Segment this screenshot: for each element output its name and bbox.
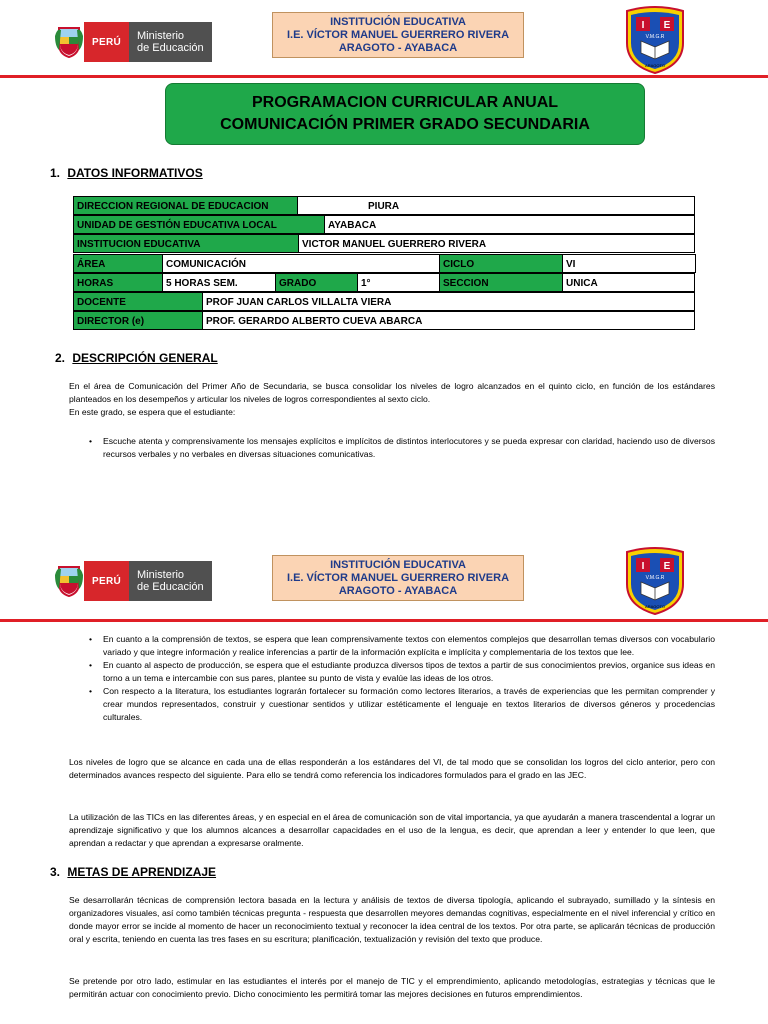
table-row — [73, 292, 694, 311]
crest-letter-e: E — [663, 20, 671, 31]
ministry-line1: Ministerio — [136, 569, 185, 581]
crest-initials: V.M.G.R — [645, 34, 665, 40]
ugel-label: UNIDAD DE GESTIÓN EDUCATIVA LOCAL — [73, 215, 325, 234]
section1-title: DATOS INFORMATIVOS — [67, 166, 203, 180]
ministry-line2: de Educación — [136, 42, 204, 54]
ugel-value: AYABACA — [324, 215, 695, 234]
institution-box — [272, 12, 524, 58]
horas-value: 5 HORAS SEM. — [162, 273, 276, 292]
institution-line3: ARAGOTO - AYABACA — [338, 41, 458, 54]
list-item: • En cuanto a la comprensión de textos, se espera que lean comprensivamente textos con elementos complejos que desarrollan temas diversos con vocabulario variado y que integre información y realice inferencias a partir de la información explícita e implícita y complementaria de los textos que lee. — [89, 634, 715, 657]
grado-label: GRADO — [275, 273, 358, 292]
bullet-text: Escuche atenta y comprensivamente los mensajes explícitos e implícitos de distintos interlocutores y se pueda expresar con claridad, haciendo uso de diversos recursos verbales y no verbales en diversas situaciones comunicativas. — [103, 436, 715, 459]
header-divider-page2 — [0, 619, 768, 622]
table-row — [73, 234, 694, 253]
dre-label: DIRECCION REGIONAL DE EDUCACION — [73, 196, 298, 215]
table-row — [73, 254, 695, 273]
docente-label: DOCENTE — [73, 292, 203, 311]
section2-number: 2. — [55, 351, 66, 365]
document-title — [165, 83, 645, 145]
section3-title: METAS DE APRENDIZAJE — [67, 865, 217, 879]
intro-paragraph: En el área de Comunicación del Primer Año de Secundaria, se busca consolidar los niveles de logro alcanzados en el quinto ciclo, en función de los estándares planteados en los desempeños y articular los niveles de logros correspondientes al sexto ciclo. — [69, 381, 715, 404]
peru-label: PERÚ — [84, 22, 129, 62]
tics-paragraph: La utilización de las TICs en las diferentes áreas, y en especial en el área de comunicación son de vital importancia, ya que ayudarán a manera trascendental a lograr un aprendizaje significativo y que los alumnos alcances a desarrollar capacidades en el uso de la lengua, es decir, que aprendan a leer y entender lo que leen, que aprendan a redactar y que aprendan a expresarse oralmente. — [69, 812, 715, 848]
section2-title: DESCRIPCIÓN GENERAL — [72, 351, 218, 365]
metas-paragraph-2: Se pretende por otro lado, estimular en las estudiantes el interés por el manejo de TIC y el emprendimiento, aplicando metodologías, estrategias y técnicas que le permitirán actuar con conocimiento previo. Dicho conocimiento les permitirá tomar las mejores decisiones en futuros emprendimientos. — [69, 976, 715, 999]
section3-number: 3. — [50, 865, 61, 879]
minedu-logo-page2 — [54, 561, 212, 601]
title-line2: COMUNICACIÓN PRIMER GRADO SECUNDARIA — [220, 116, 590, 133]
metas-paragraph-1: Se desarrollarán técnicas de comprensión lectora basada en la lectura y análisis de textos de diversa tipología, aplicando el subrayado, sumillado y la síntesis en organizadores visuales, así como también técnicas pregunta - respuesta que desarrollen meyores demandas cognitivas, especialmente en el nivel inferencial y crítico en donde mayor error se incide al momento de hacer un reconocimiento textual y reconocer la idea central de los textos. Por otra parte, se aplicarán técnicas de producción oral y escrita, teniendo en cuenta las tres fases en su escritura; planificación, textualización y revisión del texto que produce. — [69, 895, 715, 944]
section2-heading — [55, 351, 218, 365]
institution-line3: ARAGOTO - AYABACA — [338, 584, 458, 597]
header-divider — [0, 75, 768, 78]
school-crest-icon — [623, 5, 687, 75]
crest-letter-i: I — [641, 20, 645, 31]
table-row — [73, 311, 694, 330]
crest-initials: V.M.G.R — [645, 575, 665, 581]
crest-place: ARAGOTO — [645, 63, 665, 68]
niveles-paragraph: Los niveles de logro que se alcance en cada una de ellas responderán a los estándares del VI, de tal modo que se consolidan los logros del ciclo anterior, pero con determinados avances respecto del siguiente. Para ello se tendrá como referencia los indicadores formulados para el grado en las JEC. — [69, 757, 715, 780]
institution-line1: INSTITUCIÓN EDUCATIVA — [330, 558, 466, 571]
seccion-label: SECCION — [439, 273, 563, 292]
institution-line2: I.E. VÍCTOR MANUEL GUERRERO RIVERA — [286, 571, 510, 584]
bullet-list-2 — [89, 633, 715, 724]
docente-value: PROF JUAN CARLOS VILLALTA VIERA — [202, 292, 695, 311]
bullet-list-1 — [89, 435, 715, 461]
list-item: • Escuche atenta y comprensivamente los mensajes explícitos e implícitos de distintos interlocutores y se pueda expresar con claridad, haciendo uso de diversos recursos verbales y no verbales en diversas situaciones comunicativas. — [89, 436, 715, 459]
grado-value: 1° — [357, 273, 440, 292]
horas-label: HORAS — [73, 273, 163, 292]
section3-heading — [50, 865, 216, 879]
crest-letter-e: E — [663, 561, 671, 572]
director-label: DIRECTOR (e) — [73, 311, 203, 330]
ministry-label — [129, 561, 212, 601]
ie-value: VICTOR MANUEL GUERRERO RIVERA — [298, 234, 695, 253]
crest-letter-i: I — [641, 561, 645, 572]
ministry-label — [129, 22, 212, 62]
section1-heading — [50, 166, 203, 180]
peru-shield-icon — [54, 25, 84, 59]
ciclo-value: VI — [562, 254, 696, 273]
description-intro — [69, 380, 715, 419]
list-item: • En cuanto al aspecto de producción, se espera que el estudiante produzca diversos tipos de textos a partir de sus conocimientos previos, organice sus ideas en torno a un tema e intercambie con sus pares, plantee su punto de vista y evalúe las ideas de los otros. — [89, 660, 715, 683]
bullet-text: Con respecto a la literatura, los estudiantes lograrán fortalecer su formación como lectores literarios, a través de experiencias que les permitan comprender y crear mundos representados, construir y cuestionar sentidos y utilizar estéticamente el lenguaje en textos literarios de diversos géneros y procedencias culturales. — [103, 686, 715, 722]
ie-label: INSTITUCION EDUCATIVA — [73, 234, 299, 253]
ciclo-label: CICLO — [439, 254, 563, 273]
ministry-line2: de Educación — [136, 581, 204, 593]
crest-place: ARAGOTO — [645, 604, 665, 609]
bullet-text: En cuanto al aspecto de producción, se espera que el estudiante produzca diversos tipos de textos a partir de sus conocimientos previos, organice sus ideas en torno a un tema e intercambie con sus pares, plantee su punto de vista y evalúe las ideas de los otros. — [103, 660, 715, 683]
table-row — [73, 273, 694, 292]
peru-label: PERÚ — [84, 561, 129, 601]
table-row — [73, 196, 694, 215]
area-label: ÁREA — [73, 254, 163, 273]
table-row — [73, 215, 694, 234]
section1-number: 1. — [50, 166, 61, 180]
institution-box-page2 — [272, 555, 524, 601]
school-crest-icon — [623, 546, 687, 616]
area-value: COMUNICACIÓN — [162, 254, 440, 273]
director-value: PROF. GERARDO ALBERTO CUEVA ABARCA — [202, 311, 695, 330]
bullet-text: En cuanto a la comprensión de textos, se espera que lean comprensivamente textos con elementos complejos que desarrollan temas diversos con vocabulario variado y que integre información y realice inferencias a partir de la información explícita e implícita y complementaria de los textos que lee. — [103, 634, 715, 657]
minedu-logo — [54, 22, 212, 62]
ministry-line1: Ministerio — [136, 30, 185, 42]
title-line1: PROGRAMACION CURRICULAR ANUAL — [251, 94, 559, 111]
dre-value: PIURA — [297, 196, 695, 215]
peru-shield-icon — [54, 564, 84, 598]
datos-table — [73, 196, 695, 336]
institution-line2: I.E. VÍCTOR MANUEL GUERRERO RIVERA — [286, 28, 510, 41]
institution-line1: INSTITUCIÓN EDUCATIVA — [330, 15, 466, 28]
list-item: • Con respecto a la literatura, los estudiantes lograrán fortalecer su formación como lectores literarios, a través de experiencias que les permitan comprender y crear mundos representados, construir y cuestionar sentidos y utilizar estéticamente el lenguaje en textos literarios de diversos géneros y procedencias culturales. — [89, 686, 715, 722]
seccion-value: UNICA — [562, 273, 695, 292]
intro-paragraph-2: En este grado, se espera que el estudiante: — [69, 407, 236, 417]
